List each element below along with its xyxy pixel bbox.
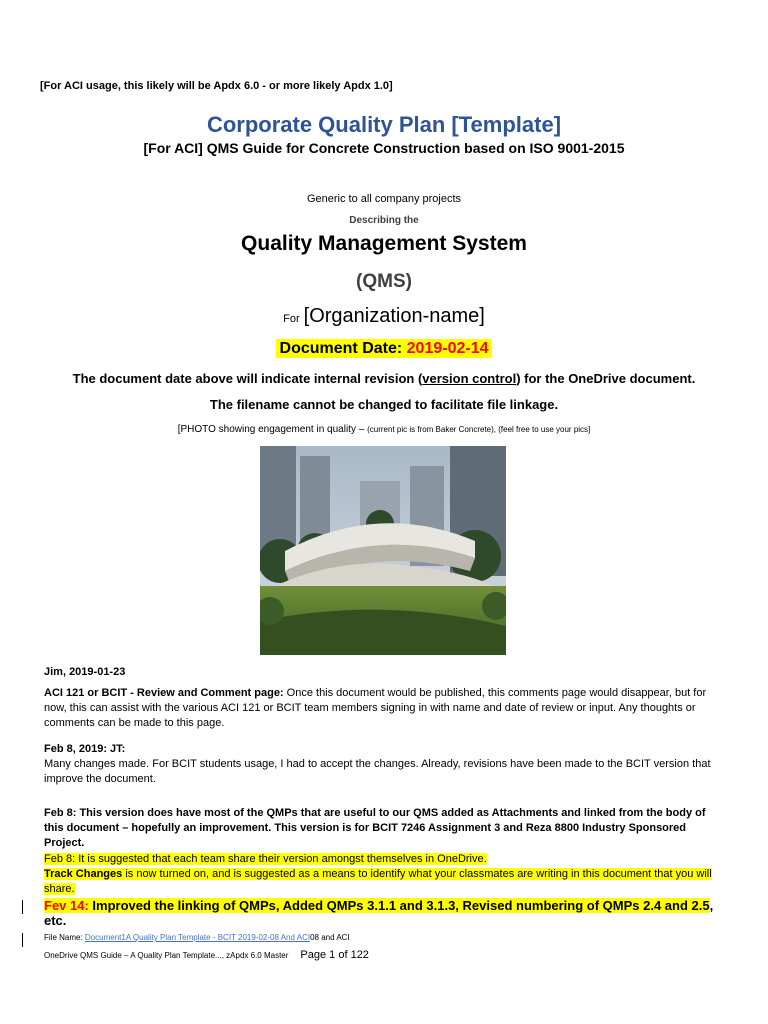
footer-filename [44, 933, 724, 942]
document-date-highlight [276, 339, 493, 358]
qms-abbreviation: (QMS) [356, 271, 412, 292]
revision-note-a: The document date above will indicate internal revision ( [72, 371, 423, 386]
comment-feb14-c: Revised numbering of QMPs 2.4 and 2.5 [458, 898, 710, 913]
comment-feb14 [44, 898, 724, 928]
building-photo [260, 446, 506, 655]
describing-label: Describing the [349, 215, 419, 226]
filename-note: The filename cannot be changed to facilitate file linkage. [209, 397, 559, 412]
file-name-link[interactable]: Document1A Quality Plan Template - BCIT 2019-02-08 And ACI [84, 933, 311, 942]
document-title: Corporate Quality Plan [Template] [206, 112, 562, 137]
photo-caption-b: (current pic is from Baker Concrete), (feel free to use your pics] [367, 425, 591, 434]
comment-feb14-b: Added QMPs 3.1.1 and 3.1.3, [279, 898, 459, 913]
footer-guide [44, 949, 724, 961]
comment-feb14-a: Improved the linking of QMPs, [88, 898, 280, 913]
comment-feb8-share-b: is now turned on, and is suggested as a means to identify what your classmates are writing in this document that you will share. [44, 868, 712, 895]
date-value: 2019-02-14 [406, 340, 489, 357]
comment-feb14-d: , etc. [44, 898, 714, 928]
document-date [0, 340, 768, 358]
revision-note [0, 371, 768, 386]
photo-caption [0, 424, 768, 435]
comment-feb8-jt-heading: Feb 8, 2019: JT: [44, 743, 126, 755]
file-name-label: File Name: [44, 933, 85, 942]
comment-review-page-heading: ACI 121 or BCIT - Review and Comment page: [44, 687, 284, 699]
revision-marker-footer [22, 933, 23, 947]
comment-feb8-share-a: Feb 8: It is suggested that each team share their version amongst themselves in OneDrive. [44, 853, 487, 865]
photo-caption-a: [PHOTO showing engagement in quality – [177, 424, 368, 435]
date-label: Document Date: [279, 340, 407, 357]
for-label: For [283, 313, 300, 325]
organization-line [0, 305, 768, 328]
revision-note-b: ) for the OneDrive document. [516, 371, 696, 386]
qms-title: Quality Management System [241, 232, 527, 255]
comment-feb8-share [44, 852, 724, 897]
comment-jim: Jim, 2019-01-23 [44, 666, 126, 678]
document-subtitle: [For ACI] QMS Guide for Concrete Construction based on ISO 9001-2015 [143, 140, 625, 156]
comment-review-page-text: Once this document would be published, this comments page would disappear, but for now, this can assist with the various ACI 121 or BCIT team members signing in with name and date of review or input. Any thoughts or comments can be made to this page. [44, 687, 707, 729]
comment-feb8-jt-text: Many changes made. For BCIT students usage, I had to accept the changes. Already, revisions have been made to the BCIT version that improve the document. [44, 758, 711, 785]
apdx-note: [For ACI usage, this likely will be Apdx 6.0 - or more likely Apdx 1.0] [40, 80, 393, 92]
comment-feb8-version: Feb 8: This version does have most of the QMPs that are useful to our QMS added as Attachments and linked from the body of this document – hopefully an improvement. This version is for BCIT 7246 Assignment 3 and Reza 8800 Industry Sponsored Project. [44, 807, 706, 849]
generic-note: Generic to all company projects [306, 193, 462, 205]
revision-marker [22, 900, 23, 914]
comment-feb8-jt [44, 742, 724, 787]
comment-review-page [44, 686, 724, 731]
version-control-link[interactable]: version control [422, 371, 517, 386]
track-changes-label: Track Changes [44, 868, 123, 880]
organization-name: [Organization-name] [303, 305, 485, 327]
page-number: Page 1 of 122 [300, 949, 369, 961]
file-name-suffix: 08 and ACI [310, 933, 350, 942]
guide-label: OneDrive QMS Guide – A Quality Plan Template..., zApdx 6.0 Master [44, 951, 289, 960]
comment-feb14-date: Fev 14: [44, 898, 89, 913]
